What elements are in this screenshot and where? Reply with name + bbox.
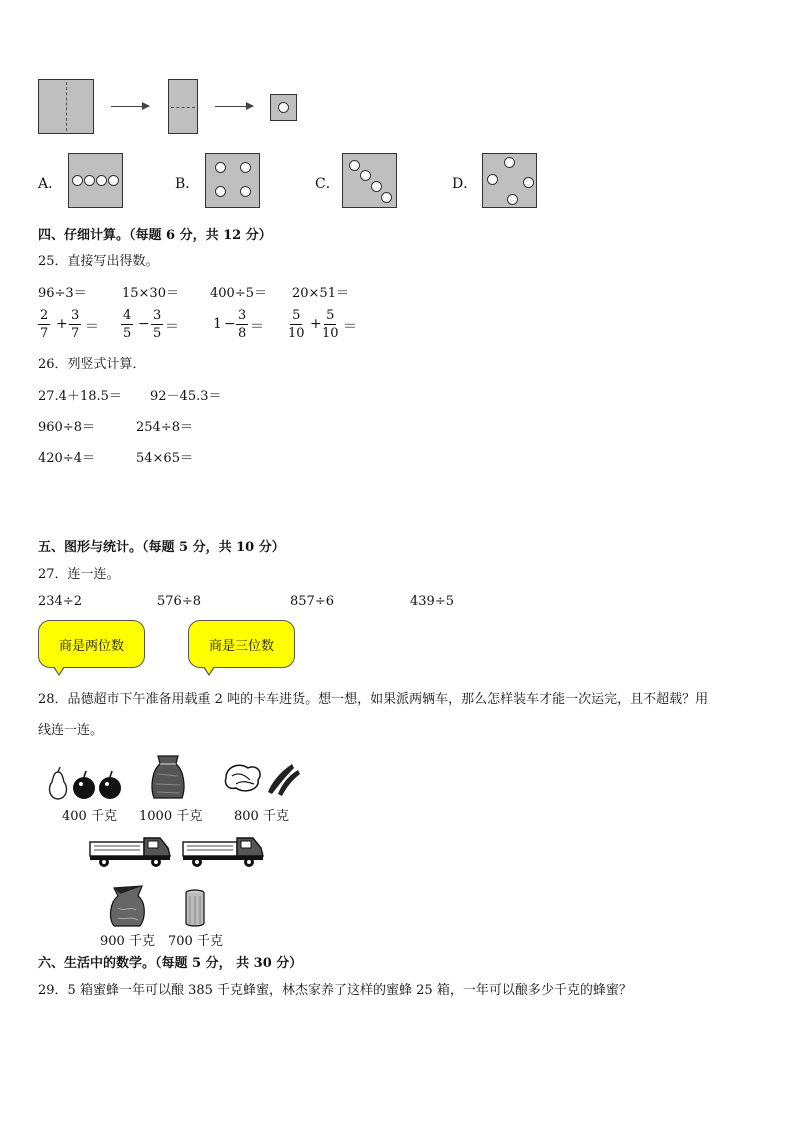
bag-icon[interactable] xyxy=(106,884,150,928)
q26-item: 27.4＋18.5＝ xyxy=(38,389,122,404)
punch-hole xyxy=(84,175,95,186)
punch-hole xyxy=(240,186,251,197)
q26-item: 254÷8＝ xyxy=(136,420,193,435)
q26-item: 54×65＝ xyxy=(136,451,193,466)
barrel-icon[interactable] xyxy=(183,888,207,928)
arrow-icon xyxy=(215,106,253,107)
sack-icon[interactable] xyxy=(148,752,188,802)
option-d-figure[interactable] xyxy=(482,153,537,208)
punch-hole xyxy=(507,194,518,205)
fold-line xyxy=(66,82,67,131)
punch-hole xyxy=(523,177,534,188)
vegetable-icon[interactable] xyxy=(222,758,302,798)
punch-hole xyxy=(240,162,251,173)
bubble-three-digit-quotient[interactable] xyxy=(188,620,295,668)
item-weight-label: 900 千克 xyxy=(100,934,155,949)
item-weight-label: 400 千克 xyxy=(62,809,117,824)
q28-prompt-line-2: 线连一连。 xyxy=(38,723,104,738)
q27-expression[interactable]: 439÷5 xyxy=(410,594,454,609)
paper-folded-punched xyxy=(270,94,297,121)
option-b-figure[interactable] xyxy=(205,153,260,208)
paper-unfolded xyxy=(38,79,94,134)
punch-hole xyxy=(381,192,392,203)
section-6-title: 六、生活中的数学。（每题 5 分， 共 30 分） xyxy=(38,956,303,971)
fold-line xyxy=(171,107,195,108)
punch-hole xyxy=(371,181,382,192)
q29-text: 29．5 箱蜜蜂一年可以酿 385 千克蜂蜜，林杰家养了这样的蜜蜂 25 箱，一年可以酿多少千克的蜂蜜？ xyxy=(38,983,632,998)
q25-item-1: 96÷3＝ xyxy=(38,286,87,301)
punch-hole xyxy=(487,174,498,185)
punch-hole xyxy=(96,175,107,186)
option-a-figure[interactable] xyxy=(68,153,123,208)
option-c-label: C． xyxy=(315,176,340,192)
q27-expression[interactable]: 857÷6 xyxy=(290,594,334,609)
q25-item-3: 400÷5＝ xyxy=(210,286,267,301)
punch-hole xyxy=(349,160,360,171)
option-b-label: B． xyxy=(175,176,200,192)
item-weight-label: 800 千克 xyxy=(234,809,289,824)
item-weight-label: 700 千克 xyxy=(168,934,223,949)
q28-prompt-line-1: 28．品德超市下午准备用载重 2 吨的卡车进货。想一想，如果派两辆车，那么怎样装车才能一次运完，且不超载？用 xyxy=(38,692,709,707)
q27-expression[interactable]: 576÷8 xyxy=(157,594,201,609)
bubble-label: 商是两位数 xyxy=(58,638,124,654)
q26-item: 92－45.3＝ xyxy=(150,389,222,404)
option-d-label: D． xyxy=(452,176,478,192)
punch-hole xyxy=(108,175,119,186)
truck-icon[interactable] xyxy=(88,832,174,870)
punch-hole xyxy=(72,175,83,186)
arrow-icon xyxy=(111,106,149,107)
punch-hole xyxy=(278,102,289,113)
truck-icon[interactable] xyxy=(181,832,267,870)
punch-hole xyxy=(215,162,226,173)
paper-folded-once xyxy=(168,79,198,134)
bubble-two-digit-quotient[interactable] xyxy=(38,620,145,668)
q26-item: 420÷4＝ xyxy=(38,451,95,466)
q27-expression[interactable]: 234÷2 xyxy=(38,594,82,609)
q25-item-4: 20×51＝ xyxy=(292,286,349,301)
q25-item-2: 15×30＝ xyxy=(122,286,179,301)
q26-item: 960÷8＝ xyxy=(38,420,95,435)
q25-prompt: 25．直接写出得数。 xyxy=(38,254,159,269)
bubble-label: 商是三位数 xyxy=(208,638,274,654)
punch-hole xyxy=(360,170,371,181)
fruit-icon[interactable] xyxy=(46,766,124,802)
section-4-title: 四、仔细计算。（每题 6 分，共 12 分） xyxy=(38,228,272,243)
item-weight-label: 1000 千克 xyxy=(139,809,203,824)
q27-prompt: 27．连一连。 xyxy=(38,567,120,582)
option-c-figure[interactable] xyxy=(342,153,397,208)
punch-hole xyxy=(215,186,226,197)
punch-hole xyxy=(504,157,515,168)
section-5-title: 五、图形与统计。（每题 5 分，共 10 分） xyxy=(38,540,285,555)
q26-prompt: 26．列竖式计算． xyxy=(38,357,146,372)
option-a-label: A． xyxy=(38,176,63,192)
